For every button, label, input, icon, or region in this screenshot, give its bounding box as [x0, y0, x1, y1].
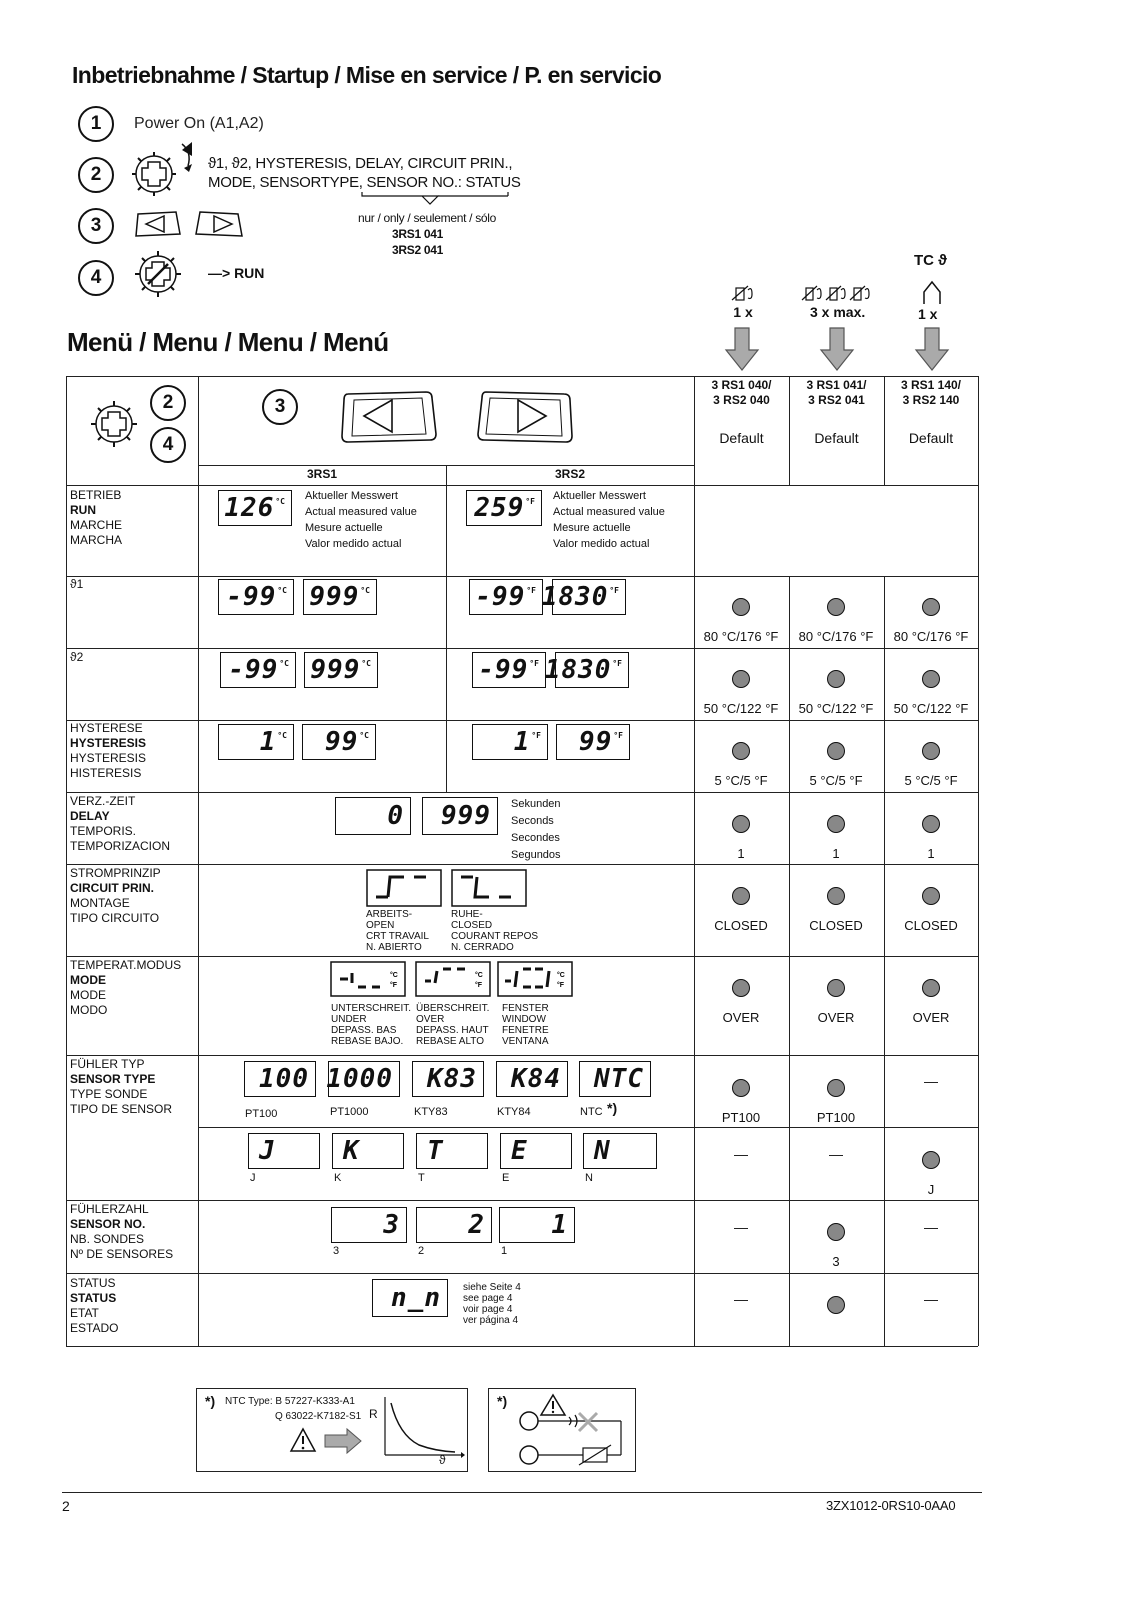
warning-arrow-icon — [287, 1425, 367, 1455]
status-desc-de: siehe Seite 4 — [463, 1282, 521, 1293]
step-2-line2: MODE, SENSORTYPE, SENSOR NO.: STATUS — [208, 174, 521, 191]
lcd-run-3rs2-value: 259 — [474, 493, 525, 523]
lcd-theta2-min-f-unit: °F — [529, 659, 539, 668]
lcd-circuit-closed — [451, 869, 527, 907]
circuit-closed-de: RUHE- — [451, 909, 483, 920]
lcd-theta1-min-c-value: -99 — [226, 582, 277, 612]
footnote-ntc-theta: ϑ — [439, 1453, 446, 1467]
circuit-label-es: TIPO CIRCUITO — [70, 911, 160, 925]
tc-default-3: J — [927, 1182, 935, 1197]
status-dot-2 — [827, 1296, 845, 1314]
lcd-tc-j-value: J — [259, 1136, 276, 1166]
run-label-es: MARCHA — [70, 533, 123, 547]
triple-resistor-sensor-icon — [800, 282, 874, 304]
footnote-wiring-box — [488, 1388, 636, 1472]
lcd-hyst-max-f-unit: °F — [613, 731, 623, 740]
delay-default-3: 1 — [927, 846, 935, 861]
step-3-number: 3 — [78, 208, 114, 244]
tc-dot-3 — [922, 1151, 940, 1169]
run-desc-1-fr: Mesure actuelle — [305, 522, 383, 534]
tc-label: TC ϑ — [914, 252, 947, 269]
lcd-theta1-max-c-value: 999 — [309, 582, 360, 612]
down-arrows-icon — [724, 326, 984, 372]
hyst-default-2: 5 °C/5 °F — [809, 773, 863, 788]
sensor-type-dot-1 — [732, 1079, 750, 1097]
status-label-en: STATUS — [70, 1291, 117, 1305]
sensor-no-label-es: Nº DE SENSORES — [70, 1247, 174, 1261]
theta2-default-1: 50 °C/122 °F — [703, 701, 779, 716]
left-right-buttons-icon — [134, 210, 244, 238]
delay-desc-en: Seconds — [511, 815, 554, 827]
circuit-desc-open — [366, 909, 429, 953]
footnote-ntc-box — [196, 1388, 468, 1472]
rotary-knob-icon — [130, 140, 200, 202]
footnote-ntc-marker: *) — [205, 1393, 216, 1409]
mode-over-fr: DEPASS. HAUT — [416, 1025, 489, 1036]
lcd-theta1-min-f — [469, 579, 543, 615]
lcd-tc-t — [416, 1133, 488, 1169]
lcd-hyst-max-f — [556, 724, 630, 760]
svg-text:°C: °C — [390, 972, 398, 979]
status-desc-en: see page 4 — [463, 1293, 513, 1304]
row-label-status — [70, 1276, 118, 1336]
row-label-mode — [70, 958, 181, 1018]
step-4-number: 4 — [78, 260, 114, 296]
sensor-no-dash-1: — — [734, 1219, 748, 1235]
lcd-sensor-pt1000 — [328, 1061, 400, 1097]
delay-desc-de: Sekunden — [511, 798, 561, 810]
ntc-footnote-marker: *) — [607, 1100, 618, 1116]
page-number: 2 — [62, 1498, 70, 1514]
delay-desc — [511, 796, 561, 864]
theta1-default-2: 80 °C/176 °F — [798, 629, 874, 644]
row-label-hysteresis — [70, 721, 146, 781]
lcd-hyst-min-f — [472, 724, 548, 760]
table-step-2: 2 — [150, 385, 186, 421]
mode-label-es: MODO — [70, 1003, 108, 1017]
lcd-sensor-kty83 — [412, 1061, 484, 1097]
hyst-label-fr: HYSTERESIS — [70, 751, 147, 765]
lcd-delay-min-value: 0 — [387, 801, 404, 831]
mode-desc-over — [416, 1003, 489, 1047]
lcd-theta2-min-f-value: -99 — [478, 655, 529, 685]
sensor-count-3: 1 x — [918, 306, 938, 322]
lcd-theta1-max-f-value: 1830 — [541, 582, 609, 612]
only-note — [358, 210, 496, 258]
mode-dot-2 — [827, 979, 845, 997]
circuit-open-en: OPEN — [366, 920, 395, 931]
sensor-type-label-fr: TYPE SONDE — [70, 1087, 148, 1101]
mode-under-fr: DEPASS. BAS — [331, 1025, 397, 1036]
lcd-hyst-min-c-value: 1 — [259, 727, 277, 757]
mode-label-en: MODE — [70, 973, 106, 987]
circuit-dot-2 — [827, 887, 845, 905]
delay-dot-2 — [827, 815, 845, 833]
lcd-tc-t-value: T — [427, 1136, 444, 1166]
sensor-name-kty84: KTY84 — [497, 1106, 531, 1118]
col-1-model-b: 3 RS2 040 — [713, 393, 770, 407]
sensor-no-dot-2 — [827, 1223, 845, 1241]
delay-label-fr: TEMPORIS. — [70, 824, 137, 838]
circuit-dot-1 — [732, 887, 750, 905]
circuit-closed-en: CLOSED — [451, 920, 493, 931]
lcd-theta1-max-c-unit: °C — [360, 586, 370, 595]
theta2-dot-1 — [732, 670, 750, 688]
step-1-text: Power On (A1,A2) — [134, 115, 264, 132]
tc-name-k: K — [334, 1172, 342, 1184]
col-1-model-a: 3 RS1 040/ — [711, 378, 772, 392]
theta1-default-3: 80 °C/176 °F — [893, 629, 969, 644]
svg-text:°C: °C — [557, 972, 565, 979]
sensor-type-label-en: SENSOR TYPE — [70, 1072, 156, 1086]
mode-under-es: REBASE BAJO. — [331, 1036, 404, 1047]
run-desc-3rs2 — [553, 488, 665, 552]
tc-dash-2: — — [829, 1146, 843, 1162]
lcd-sensor-no-3 — [331, 1207, 407, 1243]
lcd-delay-max-value: 999 — [441, 801, 491, 831]
status-label-fr: ETAT — [70, 1306, 99, 1320]
theta2-dot-2 — [827, 670, 845, 688]
lcd-theta2-max-f-value: 1830 — [544, 655, 612, 685]
mode-under-de: UNTERSCHREIT. — [331, 1003, 412, 1014]
lcd-theta1-max-f-unit: °F — [609, 586, 619, 595]
sensor-type-label-de: FÜHLER TYP — [70, 1057, 145, 1071]
delay-default-2: 1 — [832, 846, 840, 861]
resistor-sensor-icon — [730, 282, 760, 304]
lcd-sensor-kty84-value: K84 — [511, 1064, 561, 1094]
lcd-sensor-no-3-value: 3 — [383, 1210, 400, 1240]
footnote-ntc-line2: Q 63022-K7182-S1 — [275, 1411, 362, 1422]
run-desc-1-es: Valor medido actual — [305, 538, 402, 550]
lcd-hyst-min-f-unit: °F — [531, 731, 541, 740]
lcd-theta2-min-c-value: -99 — [228, 655, 279, 685]
lcd-status-value: n_n — [391, 1283, 441, 1313]
sensor-name-pt100: PT100 — [245, 1108, 278, 1120]
col-3-default: Default — [908, 430, 954, 446]
status-desc — [463, 1282, 521, 1326]
sensor-no-dash-3: — — [924, 1219, 938, 1235]
delay-dot-1 — [732, 815, 750, 833]
theta1-dot-3 — [922, 598, 940, 616]
circuit-open-de: ARBEITS- — [366, 909, 413, 920]
status-label-de: STATUS — [70, 1276, 116, 1290]
table-knob-icon — [86, 394, 150, 458]
row-label-theta1: ϑ1 — [70, 577, 84, 591]
mode-over-en: OVER — [416, 1014, 445, 1025]
lcd-mode-window — [497, 961, 573, 997]
lcd-theta2-min-f — [472, 652, 546, 688]
col-header-1 — [694, 378, 789, 408]
sensor-no-label-de: FÜHLERZAHL — [70, 1202, 149, 1216]
sensor-no-default-2: 3 — [832, 1254, 840, 1269]
ntc-wiring-icon — [509, 1391, 635, 1471]
circuit-label-de: STROMPRINZIP — [70, 866, 161, 880]
sensor-name-kty83: KTY83 — [414, 1106, 448, 1118]
sensor-type-dash-3: — — [924, 1073, 938, 1089]
circuit-default-2: CLOSED — [809, 918, 863, 933]
lcd-tc-k — [332, 1133, 404, 1169]
sensor-no-name-1: 1 — [501, 1245, 508, 1257]
mode-default-1: OVER — [722, 1010, 760, 1025]
run-label-de: BETRIEB — [70, 488, 122, 502]
hyst-dot-3 — [922, 742, 940, 760]
status-dash-1: — — [734, 1291, 748, 1307]
sensor-no-label-fr: NB. SONDES — [70, 1232, 145, 1246]
run-desc-1-de: Aktueller Messwert — [305, 490, 398, 502]
lcd-run-3rs2-unit: °F — [525, 497, 535, 506]
tc-dash-1: — — [734, 1146, 748, 1162]
lcd-circuit-open — [366, 869, 442, 907]
theta2-default-2: 50 °C/122 °F — [798, 701, 874, 716]
sensor-type-dot-2 — [827, 1079, 845, 1097]
run-desc-1-en: Actual measured value — [305, 506, 417, 518]
run-desc-3rs1 — [305, 488, 417, 552]
hyst-label-de: HYSTERESE — [70, 721, 143, 735]
lcd-hyst-min-f-value: 1 — [513, 727, 531, 757]
step-4-text: —> RUN — [208, 265, 265, 281]
lcd-theta1-min-c-unit: °C — [277, 586, 287, 595]
lcd-hyst-max-f-value: 99 — [579, 727, 613, 757]
lcd-sensor-pt100 — [244, 1061, 316, 1097]
delay-dot-3 — [922, 815, 940, 833]
tc-name-j: J — [250, 1172, 256, 1184]
only-note-model-1: 3RS1 041 — [392, 227, 443, 241]
circuit-default-3: CLOSED — [904, 918, 958, 933]
lcd-hyst-min-c — [218, 724, 294, 760]
tc-name-n: N — [585, 1172, 593, 1184]
col-2-model-b: 3 RS2 041 — [808, 393, 865, 407]
run-desc-2-en: Actual measured value — [553, 506, 665, 518]
mode-over-de: ÜBERSCHREIT. — [416, 1003, 490, 1014]
table-arrow-buttons-icon — [340, 388, 576, 444]
lcd-sensor-no-1 — [499, 1207, 575, 1243]
svg-text:°F: °F — [390, 982, 398, 989]
sensor-type-label-es: TIPO DE SENSOR — [70, 1102, 173, 1116]
mode-window-en: WINDOW — [502, 1014, 546, 1025]
footnote-ntc-line1: NTC Type: B 57227-K333-A1 — [225, 1396, 355, 1407]
lcd-run-3rs1 — [218, 490, 292, 526]
lcd-sensor-ntc-value: NTC — [594, 1064, 644, 1094]
lcd-tc-n — [583, 1133, 657, 1169]
col-3-model-a: 3 RS1 140/ — [900, 378, 962, 392]
lcd-hyst-max-c — [302, 724, 376, 760]
theta1-dot-1 — [732, 598, 750, 616]
mode-desc-window — [502, 1003, 549, 1047]
hyst-default-1: 5 °C/5 °F — [714, 773, 768, 788]
circuit-desc-closed — [451, 909, 538, 953]
ntc-curve-icon — [379, 1395, 465, 1471]
status-desc-es: ver página 4 — [463, 1315, 519, 1326]
mode-default-3: OVER — [912, 1010, 950, 1025]
mode-window-es: VENTANA — [502, 1036, 549, 1047]
lcd-sensor-ntc — [579, 1061, 651, 1097]
lcd-theta1-max-c — [303, 579, 377, 615]
delay-default-1: 1 — [737, 846, 745, 861]
col-2-model-a: 3 RS1 041/ — [806, 378, 867, 392]
lcd-sensor-pt1000-value: 1000 — [326, 1064, 393, 1094]
lcd-delay-max — [422, 797, 498, 835]
lcd-theta2-max-c-unit: °C — [361, 659, 371, 668]
table-step-3: 3 — [262, 389, 298, 425]
only-note-model-2: 3RS2 041 — [392, 243, 443, 257]
row-label-sensor-no — [70, 1202, 173, 1262]
lcd-run-3rs1-value: 126 — [224, 493, 275, 523]
lcd-theta1-min-f-value: -99 — [475, 582, 526, 612]
tc-name-t: T — [418, 1172, 425, 1184]
mode-label-de: TEMPERAT.MODUS — [70, 958, 182, 972]
lcd-theta1-max-f — [541, 579, 626, 615]
lcd-mode-over — [415, 961, 491, 997]
mode-default-2: OVER — [817, 1010, 855, 1025]
delay-label-es: TEMPORIZACION — [70, 839, 171, 853]
lcd-theta2-max-c — [304, 652, 378, 688]
theta2-default-3: 50 °C/122 °F — [893, 701, 969, 716]
bracket-pointer-icon — [360, 190, 510, 210]
lcd-tc-n-value: N — [594, 1136, 611, 1166]
delay-desc-es: Segundos — [511, 849, 561, 861]
mode-under-en: UNDER — [331, 1014, 367, 1025]
svg-text:°C: °C — [475, 972, 483, 979]
mode-dot-1 — [732, 979, 750, 997]
hyst-dot-2 — [827, 742, 845, 760]
circuit-closed-es: N. CERRADO — [451, 942, 514, 953]
lcd-sensor-no-2-value: 2 — [468, 1210, 485, 1240]
rotary-knob-press-icon — [132, 248, 184, 300]
lcd-tc-e-value: E — [511, 1136, 528, 1166]
lcd-theta2-max-c-value: 999 — [310, 655, 361, 685]
row-label-run — [70, 488, 122, 548]
lcd-theta2-min-c — [220, 652, 296, 688]
sensor-no-label-en: SENSOR NO. — [70, 1217, 146, 1231]
delay-label-de: VERZ.-ZEIT — [70, 794, 136, 808]
lcd-status — [372, 1279, 448, 1317]
col-header-2 — [789, 378, 884, 408]
mode-dot-3 — [922, 979, 940, 997]
lcd-sensor-no-1-value: 1 — [551, 1210, 568, 1240]
hyst-dot-1 — [732, 742, 750, 760]
sensor-type-default-2: PT100 — [816, 1110, 856, 1125]
sensor-no-name-2: 2 — [418, 1245, 425, 1257]
step-2-text — [208, 154, 521, 192]
status-desc-fr: voir page 4 — [463, 1304, 513, 1315]
lcd-hyst-max-c-value: 99 — [325, 727, 359, 757]
row-label-circuit — [70, 866, 161, 926]
step-1-number: 1 — [78, 106, 114, 142]
lcd-tc-k-value: K — [343, 1136, 360, 1166]
lcd-tc-e — [500, 1133, 572, 1169]
col-header-3 — [884, 378, 978, 408]
lcd-tc-j — [248, 1133, 320, 1169]
footer-rule — [62, 1492, 982, 1493]
page-title-menu: Menü / Menu / Menu / Menú — [67, 327, 389, 357]
sensor-no-name-3: 3 — [333, 1245, 340, 1257]
sensor-name-pt1000: PT1000 — [330, 1106, 369, 1118]
run-desc-2-es: Valor medido actual — [553, 538, 650, 550]
lcd-run-3rs1-unit: °C — [275, 497, 285, 506]
delay-label-en: DELAY — [70, 809, 110, 823]
circuit-label-fr: MONTAGE — [70, 896, 130, 910]
lcd-theta2-max-f — [544, 652, 629, 688]
circuit-default-1: CLOSED — [714, 918, 768, 933]
row-label-sensor-type — [70, 1057, 172, 1117]
lcd-theta2-max-f-unit: °F — [612, 659, 622, 668]
lcd-theta2-min-c-unit: °C — [279, 659, 289, 668]
circuit-open-fr: CRT TRAVAIL — [366, 931, 429, 942]
circuit-open-es: N. ABIERTO — [366, 942, 422, 953]
sensor-count-1: 1 x — [733, 304, 753, 320]
lcd-mode-under — [330, 961, 406, 997]
delay-desc-fr: Secondes — [511, 832, 560, 844]
col-1-default: Default — [719, 430, 764, 446]
theta1-default-1: 80 °C/176 °F — [703, 629, 779, 644]
subheader-3rs1: 3RS1 — [306, 467, 338, 481]
tc-name-e: E — [502, 1172, 510, 1184]
row-label-theta2: ϑ2 — [70, 650, 84, 664]
subheader-3rs2: 3RS2 — [554, 467, 586, 481]
lcd-sensor-no-2 — [416, 1207, 492, 1243]
mode-desc-under — [331, 1003, 411, 1047]
col-2-default: Default — [814, 430, 859, 446]
run-desc-2-de: Aktueller Messwert — [553, 490, 646, 502]
thermocouple-icon — [920, 278, 946, 306]
footnote-wiring-marker: *) — [497, 1393, 508, 1409]
footnote-ntc-r: R — [369, 1407, 378, 1421]
circuit-closed-fr: COURANT REPOS — [451, 931, 539, 942]
lcd-theta1-min-f-unit: °F — [526, 586, 536, 595]
lcd-hyst-max-c-unit: °C — [359, 731, 369, 740]
svg-text:°F: °F — [475, 982, 483, 989]
mode-window-fr: FENETRE — [502, 1025, 549, 1036]
run-label-en: RUN — [70, 503, 96, 517]
document-code: 3ZX1012-0RS10-0AA0 — [826, 1498, 956, 1513]
lcd-run-3rs2 — [466, 490, 542, 526]
status-dash-3: — — [924, 1291, 938, 1307]
theta1-dot-2 — [827, 598, 845, 616]
lcd-sensor-kty84 — [496, 1061, 568, 1097]
mode-label-fr: MODE — [70, 988, 106, 1002]
hyst-label-es: HISTERESIS — [70, 766, 142, 780]
circuit-dot-3 — [922, 887, 940, 905]
col-3-model-b: 3 RS2 140 — [902, 393, 960, 407]
mode-window-de: FENSTER — [502, 1003, 549, 1014]
lcd-delay-min — [335, 797, 411, 835]
step-2-number: 2 — [78, 157, 114, 193]
circuit-label-en: CIRCUIT PRIN. — [70, 881, 154, 895]
step-2-line1: ϑ1, ϑ2, HYSTERESIS, DELAY, CIRCUIT PRIN., — [208, 155, 513, 172]
sensor-count-2: 3 x max. — [810, 304, 866, 320]
sensor-type-default-1: PT100 — [721, 1110, 761, 1125]
page-title-startup: Inbetriebnahme / Startup / Mise en service / P. en servicio — [72, 62, 662, 88]
svg-text:°F: °F — [557, 982, 565, 989]
status-label-es: ESTADO — [70, 1321, 119, 1335]
lcd-sensor-kty83-value: K83 — [427, 1064, 477, 1094]
mode-over-es: REBASE ALTO — [416, 1036, 484, 1047]
sensor-name-ntc: NTC — [580, 1106, 603, 1118]
hyst-label-en: HYSTERESIS — [70, 736, 147, 750]
lcd-hyst-min-c-unit: °C — [277, 731, 287, 740]
theta2-dot-3 — [922, 670, 940, 688]
run-desc-2-fr: Mesure actuelle — [553, 522, 631, 534]
only-note-line: nur / only / seulement / sólo — [358, 211, 497, 225]
row-label-delay — [70, 794, 170, 854]
lcd-sensor-pt100-value: 100 — [259, 1064, 309, 1094]
table-step-4: 4 — [150, 427, 186, 463]
hyst-default-3: 5 °C/5 °F — [904, 773, 958, 788]
lcd-theta1-min-c — [218, 579, 294, 615]
run-label-fr: MARCHE — [70, 518, 123, 532]
